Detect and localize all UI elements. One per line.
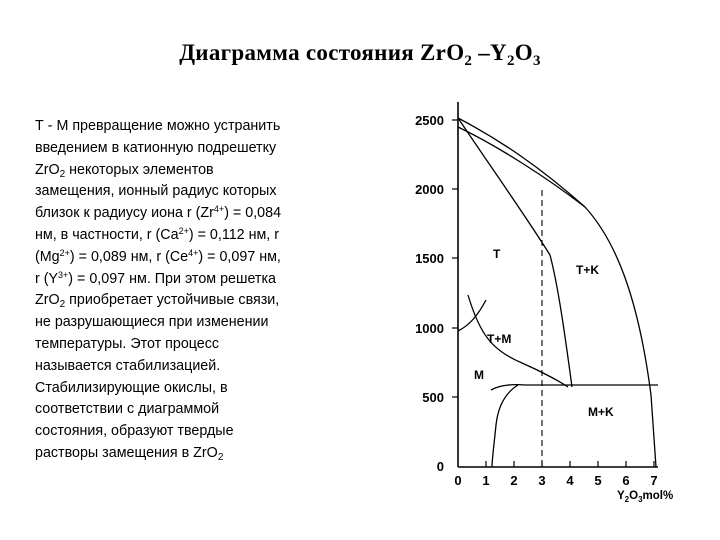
phase-diagram	[400, 95, 700, 510]
text-run: (Mg	[35, 248, 60, 265]
m-region-boundary	[492, 385, 518, 467]
text-run: ZrO	[35, 292, 60, 309]
text-run: ) = 0,097 нм. При этом решетка	[68, 270, 276, 287]
y-ticks	[452, 120, 458, 397]
y-tick-label: 2000	[415, 182, 444, 197]
text-line: температуры. Этот процесс	[35, 335, 220, 352]
x-tick-label: 5	[594, 473, 602, 488]
x-tick-labels	[454, 473, 657, 488]
text-line: Стабилизирующие окислы, в	[35, 379, 228, 396]
y-tick-label: 0	[436, 459, 444, 474]
x-tick-label: 4	[566, 473, 574, 488]
text-line	[35, 247, 365, 269]
text-run: нм, в частности, r (Ca	[35, 226, 179, 243]
title-sub-2: 2	[506, 53, 515, 69]
y-tick-label: 500	[422, 390, 444, 405]
x-axis-title-unit: mol%	[642, 490, 674, 502]
text-run: растворы замещения в ZrO	[35, 444, 218, 461]
x-tick-label: 6	[622, 473, 630, 488]
phase-boundaries	[458, 118, 658, 467]
x-axis-title	[617, 490, 673, 504]
text-line: состояния, образуют твердые	[35, 423, 234, 440]
text-run: ) = 0,084	[224, 205, 282, 222]
region-labels	[474, 247, 614, 419]
text-line	[35, 269, 365, 291]
text-run: приобретает устойчивые связи,	[65, 292, 280, 309]
text-line	[35, 160, 365, 182]
text-line	[35, 225, 365, 247]
x-tick-label: 7	[650, 473, 658, 488]
text-line: соответствии с диаграммой	[35, 401, 220, 418]
text-subscript: 2	[59, 299, 66, 311]
text-line	[35, 290, 365, 312]
text-superscript: 2+	[178, 225, 189, 236]
text-run: ZrO	[35, 161, 60, 178]
text-superscript: 4+	[213, 204, 225, 215]
x-tick-label: 3	[538, 473, 546, 488]
text-run: ) = 0,089 нм, r (Ce	[69, 248, 189, 265]
text-run: близок к радиусу иона r (Zr	[35, 205, 214, 222]
y-tick-label: 1500	[415, 251, 444, 266]
t-k-liquidus-boundary	[458, 127, 656, 467]
text-line: не разрушающиеся при изменении	[35, 314, 269, 331]
text-run: некоторых элементов	[65, 161, 214, 178]
t-m-upper-boundary	[458, 300, 486, 331]
y-tick-label: 1000	[415, 321, 444, 336]
x-ticks	[486, 461, 654, 467]
text-subscript: 2	[59, 168, 66, 180]
slide-title	[0, 40, 720, 70]
text-line: Т - М превращение можно устранить	[35, 118, 281, 134]
x-tick-label: 1	[482, 473, 490, 488]
x-axis-title-y: Y	[617, 490, 625, 502]
title-suffix: O	[514, 40, 533, 65]
text-superscript: 4+	[188, 247, 199, 258]
region-m-label: M	[474, 368, 484, 382]
region-t-k-label: T+K	[576, 263, 600, 277]
x-axis-title-o: O	[629, 490, 639, 502]
text-line	[35, 203, 365, 225]
text-run: ) = 0,112 нм, r	[188, 226, 280, 243]
region-t-label: T	[493, 247, 501, 261]
eutectoid-line	[491, 385, 658, 390]
title-sub-3: 3	[532, 53, 541, 69]
x-tick-label: 2	[510, 473, 518, 488]
text-superscript: 3+	[58, 269, 69, 280]
text-line: называется стабилизацией.	[35, 357, 221, 374]
x-axis-title-sub: 3	[638, 495, 643, 504]
region-t-m-label: T+M	[487, 332, 512, 346]
region-m-k-label: M+K	[588, 405, 614, 419]
y-tick-labels	[415, 113, 444, 474]
x-axis-title-sub: 2	[624, 495, 630, 504]
y-tick-label: 2500	[415, 113, 444, 128]
text-line	[35, 443, 365, 465]
text-run: r (Y	[35, 270, 59, 287]
x-tick-label: 0	[454, 473, 462, 488]
title-prefix: Диаграмма состояния ZrO	[179, 40, 465, 65]
title-sub-1: 2	[464, 53, 473, 69]
text-line: введением в катионную подрешетку	[35, 139, 277, 156]
text-line: замещения, ионный радиус которых	[35, 183, 277, 200]
text-superscript: 2+	[59, 247, 70, 258]
title-mid: –Y	[472, 40, 507, 65]
text-run: ) = 0,097 нм,	[198, 248, 281, 265]
text-subscript: 2	[217, 451, 224, 463]
description-paragraph	[35, 116, 365, 465]
